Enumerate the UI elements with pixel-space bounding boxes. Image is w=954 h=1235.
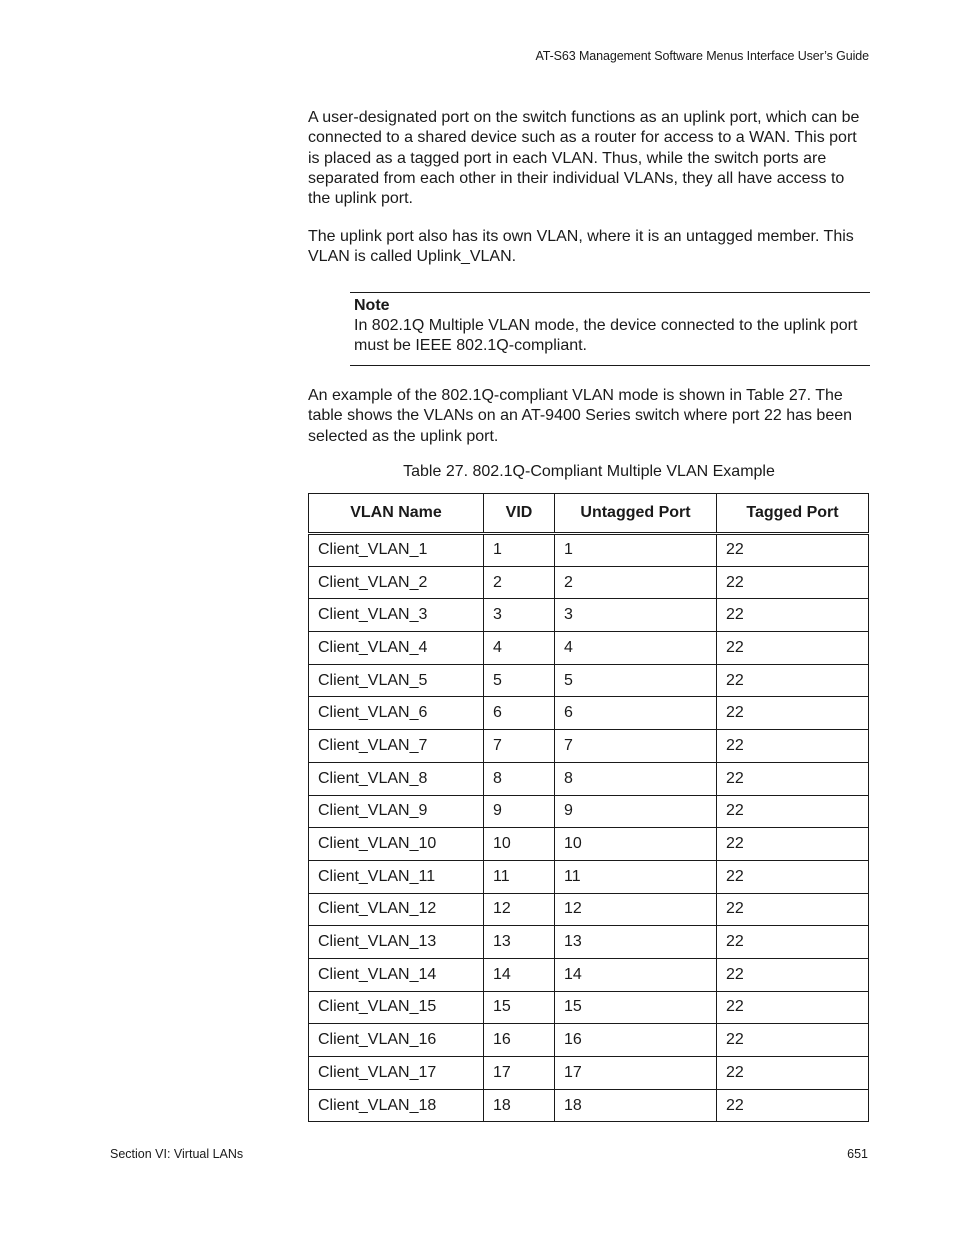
paragraph-uplink-port: A user-designated port on the switch functions as an uplink port, which can be connected to a shared device such as a router for access to a WAN. This port is placed as a tagged port in each VLAN. Thus, while the switch ports are separated from each other in their individual VLANs, they all have access to the uplink port.: [308, 109, 860, 208]
cell-tagged-port: 22: [717, 762, 869, 795]
cell-tagged-port: 22: [717, 1089, 869, 1122]
cell-vid: 17: [484, 1057, 555, 1090]
table-row: [309, 958, 869, 991]
cell-untagged-port: 12: [555, 893, 717, 926]
table-row: [309, 860, 869, 893]
cell-untagged-port: 16: [555, 1024, 717, 1057]
table-row: [309, 828, 869, 861]
cell-untagged-port: 14: [555, 958, 717, 991]
vlan-table: [308, 493, 869, 1122]
cell-tagged-port: 22: [717, 828, 869, 861]
cell-vid: 18: [484, 1089, 555, 1122]
cell-tagged-port: 22: [717, 534, 869, 567]
table-row: [309, 926, 869, 959]
table-row: [309, 1024, 869, 1057]
table-row: [309, 534, 869, 567]
cell-untagged-port: 5: [555, 664, 717, 697]
cell-untagged-port: 1: [555, 534, 717, 567]
cell-tagged-port: 22: [717, 958, 869, 991]
cell-untagged-port: 15: [555, 991, 717, 1024]
cell-vid: 10: [484, 828, 555, 861]
cell-untagged-port: 11: [555, 860, 717, 893]
table-row: [309, 795, 869, 828]
table-row: [309, 1057, 869, 1090]
table-row: [309, 599, 869, 632]
cell-untagged-port: 17: [555, 1057, 717, 1090]
cell-tagged-port: 22: [717, 795, 869, 828]
table-row: [309, 697, 869, 730]
cell-untagged-port: 3: [555, 599, 717, 632]
column-header-untagged-port: Untagged Port: [555, 494, 717, 534]
cell-vid: 1: [484, 534, 555, 567]
cell-vlan-name: Client_VLAN_9: [309, 795, 484, 828]
cell-vid: 12: [484, 893, 555, 926]
cell-vlan-name: Client_VLAN_15: [309, 991, 484, 1024]
cell-vid: 3: [484, 599, 555, 632]
cell-vlan-name: Client_VLAN_4: [309, 632, 484, 665]
cell-vid: 13: [484, 926, 555, 959]
cell-vlan-name: Client_VLAN_11: [309, 860, 484, 893]
cell-untagged-port: 9: [555, 795, 717, 828]
cell-vlan-name: Client_VLAN_12: [309, 893, 484, 926]
cell-untagged-port: 7: [555, 730, 717, 763]
note-box: [350, 292, 870, 366]
cell-vlan-name: Client_VLAN_14: [309, 958, 484, 991]
cell-vlan-name: Client_VLAN_18: [309, 1089, 484, 1122]
cell-vid: 16: [484, 1024, 555, 1057]
cell-tagged-port: 22: [717, 893, 869, 926]
table-row: [309, 566, 869, 599]
cell-vid: 15: [484, 991, 555, 1024]
table-header-row: [309, 494, 869, 534]
table-body: [309, 534, 869, 1122]
cell-tagged-port: 22: [717, 566, 869, 599]
cell-tagged-port: 22: [717, 730, 869, 763]
cell-vlan-name: Client_VLAN_1: [309, 534, 484, 567]
cell-vlan-name: Client_VLAN_3: [309, 599, 484, 632]
cell-untagged-port: 4: [555, 632, 717, 665]
page-number: 651: [847, 1147, 868, 1161]
cell-untagged-port: 8: [555, 762, 717, 795]
cell-vid: 4: [484, 632, 555, 665]
cell-vid: 14: [484, 958, 555, 991]
table-row: [309, 762, 869, 795]
cell-tagged-port: 22: [717, 1024, 869, 1057]
cell-vlan-name: Client_VLAN_16: [309, 1024, 484, 1057]
cell-tagged-port: 22: [717, 599, 869, 632]
footer-section: Section VI: Virtual LANs: [110, 1147, 244, 1161]
cell-vid: 9: [484, 795, 555, 828]
cell-tagged-port: 22: [717, 1057, 869, 1090]
table-row: [309, 893, 869, 926]
cell-tagged-port: 22: [717, 664, 869, 697]
table-row: [309, 664, 869, 697]
cell-vlan-name: Client_VLAN_2: [309, 566, 484, 599]
cell-tagged-port: 22: [717, 697, 869, 730]
cell-untagged-port: 6: [555, 697, 717, 730]
cell-vlan-name: Client_VLAN_6: [309, 697, 484, 730]
column-header-tagged-port: Tagged Port: [717, 494, 869, 534]
cell-vid: 5: [484, 664, 555, 697]
cell-vlan-name: Client_VLAN_10: [309, 828, 484, 861]
note-title: Note: [354, 297, 390, 314]
column-header-vid: VID: [484, 494, 555, 534]
cell-tagged-port: 22: [717, 926, 869, 959]
cell-vlan-name: Client_VLAN_8: [309, 762, 484, 795]
table-caption: Table 27. 802.1Q-Compliant Multiple VLAN Example: [403, 463, 775, 480]
cell-vid: 2: [484, 566, 555, 599]
cell-untagged-port: 2: [555, 566, 717, 599]
cell-vlan-name: Client_VLAN_13: [309, 926, 484, 959]
cell-tagged-port: 22: [717, 860, 869, 893]
cell-vid: 8: [484, 762, 555, 795]
column-header-vlan-name: VLAN Name: [309, 494, 484, 534]
table-row: [309, 1089, 869, 1122]
cell-vid: 7: [484, 730, 555, 763]
cell-untagged-port: 18: [555, 1089, 717, 1122]
paragraph-uplink-vlan: The uplink port also has its own VLAN, where it is an untagged member. This VLAN is called Uplink_VLAN.: [308, 228, 854, 266]
table-row: [309, 730, 869, 763]
table-row: [309, 632, 869, 665]
paragraph-table-intro: An example of the 802.1Q-compliant VLAN mode is shown in Table 27. The table shows the VLANs on an AT-9400 Series switch where port 22 has been selected as the uplink port.: [308, 387, 853, 445]
running-header: AT-S63 Management Software Menus Interface User’s Guide: [535, 49, 869, 63]
cell-untagged-port: 13: [555, 926, 717, 959]
cell-tagged-port: 22: [717, 632, 869, 665]
cell-vid: 6: [484, 697, 555, 730]
cell-vid: 11: [484, 860, 555, 893]
cell-untagged-port: 10: [555, 828, 717, 861]
cell-tagged-port: 22: [717, 991, 869, 1024]
note-text: In 802.1Q Multiple VLAN mode, the device connected to the uplink port must be IEEE 802.1Q-compliant.: [354, 317, 858, 355]
cell-vlan-name: Client_VLAN_7: [309, 730, 484, 763]
cell-vlan-name: Client_VLAN_17: [309, 1057, 484, 1090]
cell-vlan-name: Client_VLAN_5: [309, 664, 484, 697]
table-row: [309, 991, 869, 1024]
